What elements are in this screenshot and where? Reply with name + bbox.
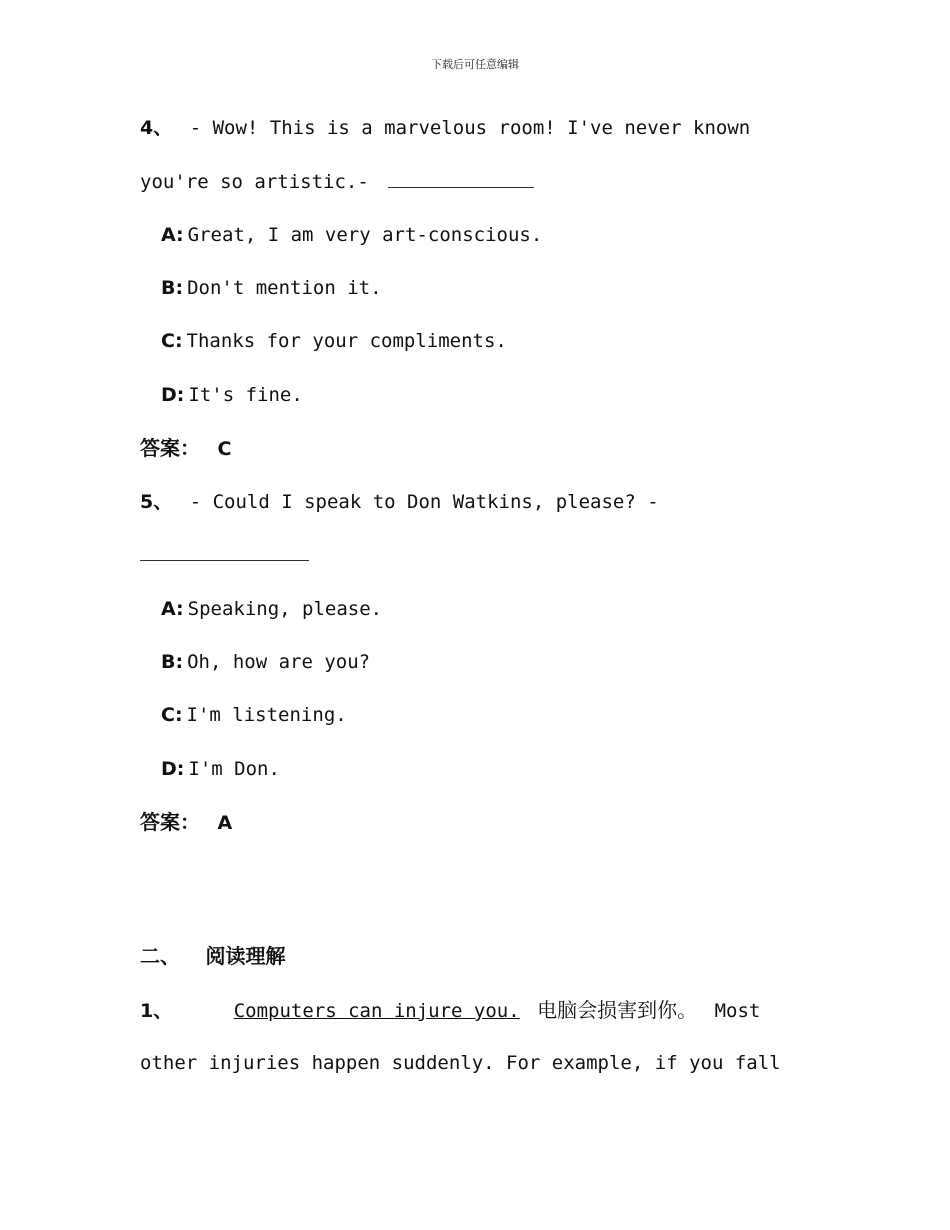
question-5-line2 (140, 542, 309, 567)
question-4-line1 (140, 116, 750, 140)
answer-value: C (217, 438, 232, 460)
section-heading (140, 944, 285, 969)
option-letter: D: (161, 384, 185, 406)
question-number: 4、 (140, 117, 173, 139)
answer-label: 答案： (140, 436, 200, 460)
question-prompt: - Wow! This is a marvelous room! I've never known (189, 117, 751, 139)
reading-1-line2 (140, 1051, 781, 1075)
option-letter: A: (161, 598, 184, 620)
option-letter: A: (161, 224, 184, 246)
option-letter: D: (161, 758, 185, 780)
answer-label: 答案： (140, 810, 200, 834)
option-b (161, 276, 382, 300)
passage-number: 1、 (140, 1000, 173, 1022)
question-prompt: - Could I speak to Don Watkins, please? - (189, 491, 659, 513)
option-text: Thanks for your compliments. (186, 330, 507, 352)
option-letter: C: (161, 330, 183, 352)
passage-underlined-sentence: Computers can injure you. (233, 1000, 520, 1022)
option-c (161, 329, 507, 353)
option-text: Don't mention it. (187, 277, 382, 299)
question-4-line2 (140, 169, 534, 194)
option-text: Oh, how are you? (187, 651, 371, 673)
passage-text: other injuries happen suddenly. For example, if you fall (140, 1052, 781, 1074)
section-title: 阅读理解 (205, 944, 286, 968)
option-a (161, 223, 542, 247)
option-a (161, 597, 382, 621)
question-5-line1 (140, 490, 659, 514)
page-header: 下载后可任意编辑 (431, 58, 519, 71)
passage-chinese-translation: 电脑会损害到你。 (537, 998, 698, 1022)
option-text: I'm listening. (186, 704, 347, 726)
question-number: 5、 (140, 491, 173, 513)
section-number: 二、 (140, 944, 180, 968)
option-letter: C: (161, 704, 183, 726)
option-text: Great, I am very art-conscious. (187, 224, 543, 246)
question-prompt-continued: you're so artistic.- (140, 171, 369, 193)
answer-blank (140, 542, 309, 561)
option-text: It's fine. (188, 384, 303, 406)
answer-row (140, 810, 232, 835)
option-c (161, 703, 347, 727)
option-text: I'm Don. (188, 758, 280, 780)
option-letter: B: (161, 651, 184, 673)
answer-value: A (217, 812, 233, 834)
option-d (161, 383, 303, 407)
answer-row (140, 436, 231, 461)
option-letter: B: (161, 277, 184, 299)
option-b (161, 650, 370, 674)
option-d (161, 757, 280, 781)
option-text: Speaking, please. (187, 598, 383, 620)
answer-blank (388, 169, 534, 188)
passage-text: Most (714, 1000, 761, 1022)
reading-1-line1 (140, 998, 760, 1023)
